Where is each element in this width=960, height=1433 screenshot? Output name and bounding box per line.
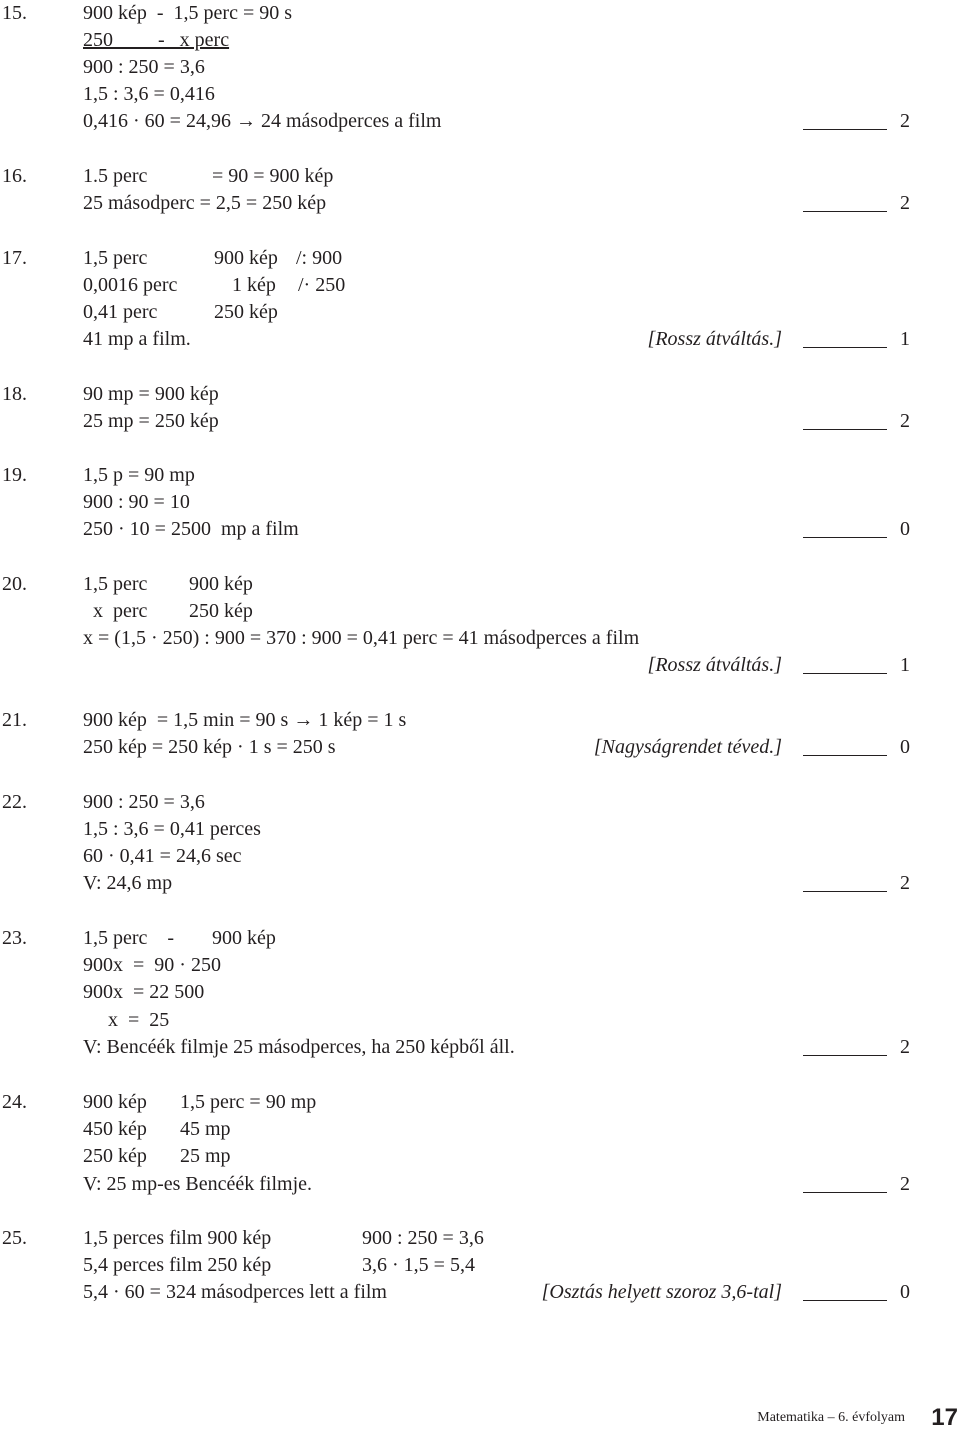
item-number: 21. (2, 709, 27, 731)
item-number: 15. (2, 2, 27, 24)
score-blank (803, 211, 887, 212)
item-line: 900 kép (214, 247, 278, 269)
score-value: 2 (900, 1036, 910, 1058)
score-value: 1 (900, 654, 910, 676)
item-line: 900 : 250 = 3,6 (362, 1227, 484, 1249)
item-number: 23. (2, 927, 27, 949)
score-value: 0 (900, 736, 910, 758)
item-line: 900 kép (83, 1091, 147, 1113)
item-line: 25 másodperc = 2,5 = 250 kép (83, 192, 327, 214)
item-line: 900 : 250 = 3,6 (83, 56, 205, 78)
item-line: 0,416 · 60 = 24,96 → 24 másodperces a film (83, 110, 442, 132)
item-number: 22. (2, 791, 27, 813)
score-blank (803, 129, 887, 130)
item-number: 19. (2, 464, 27, 486)
item-line: 1,5 perc = 90 mp (180, 1091, 317, 1113)
item-line: 1,5 perc - (83, 927, 175, 949)
item-line: 900x = 22 500 (83, 981, 205, 1003)
item-line: /: 900 (296, 247, 343, 269)
item-line: 60 · 0,41 = 24,6 sec (83, 845, 242, 867)
item-line: 900 : 250 = 3,6 (83, 791, 205, 813)
score-blank (803, 1055, 887, 1056)
item-line: 1,5 perc (83, 573, 148, 595)
score-value: 2 (900, 1173, 910, 1195)
item-line: 5,4 perces film 250 kép (83, 1254, 272, 1276)
item-line: 900 kép (189, 573, 253, 595)
item-number: 20. (2, 573, 27, 595)
item-line: = 90 = 900 kép (212, 165, 334, 187)
item-line: 25 mp = 250 kép (83, 410, 219, 432)
item-line: 1,5 : 3,6 = 0,41 perces (83, 818, 261, 840)
item-line: 1.5 perc (83, 165, 148, 187)
item-line: 450 kép (83, 1118, 147, 1140)
item-line: 1,5 perc (83, 247, 148, 269)
item-line: x = 25 (83, 1009, 170, 1031)
item-line: 41 mp a film. (83, 328, 191, 350)
item-line: 25 mp (180, 1145, 231, 1167)
item-number: 18. (2, 383, 27, 405)
item-line: 250 kép (83, 1145, 147, 1167)
item-line: 250 kép (189, 600, 253, 622)
item-line: 250 · 10 = 2500 mp a film (83, 518, 299, 540)
score-blank (803, 429, 887, 430)
score-blank (803, 537, 887, 538)
score-blank (803, 891, 887, 892)
item-line: 250 kép (214, 301, 278, 323)
error-note: [Rossz átváltás.] (647, 328, 782, 350)
item-line: 900 kép = 1,5 min = 90 s → 1 kép = 1 s (83, 709, 407, 731)
item-line: /· 250 (298, 274, 346, 296)
error-note: [Nagyságrendet téved.] (593, 736, 782, 758)
item-line: 900x = 90 · 250 (83, 954, 221, 976)
item-number: 17. (2, 247, 27, 269)
item-line: 0,0016 perc (83, 274, 178, 296)
item-line: V: Bencéék filmje 25 másodperces, ha 250 képből áll. (83, 1036, 515, 1058)
item-line: 3,6 · 1,5 = 5,4 (362, 1254, 475, 1276)
score-value: 0 (900, 518, 910, 540)
item-number: 24. (2, 1091, 27, 1113)
item-line: 5,4 · 60 = 324 másodperces lett a film (83, 1281, 387, 1303)
score-blank (803, 1300, 887, 1301)
score-blank (803, 755, 887, 756)
item-line: 1,5 p = 90 mp (83, 464, 195, 486)
score-value: 2 (900, 872, 910, 894)
score-value: 0 (900, 1281, 910, 1303)
item-line: 250 - x perc (83, 29, 230, 51)
score-value: 1 (900, 328, 910, 350)
score-value: 2 (900, 192, 910, 214)
item-line: V: 24,6 mp (83, 872, 173, 894)
item-line: x perc (83, 600, 148, 622)
item-line: 900 kép - 1,5 perc = 90 s (83, 2, 293, 24)
item-line: 1,5 perces film 900 kép (83, 1227, 272, 1249)
item-line: 0,41 perc (83, 301, 158, 323)
item-number: 16. (2, 165, 27, 187)
item-number: 25. (2, 1227, 27, 1249)
score-blank (803, 1192, 887, 1193)
page-number: 17 (931, 1404, 958, 1431)
item-line: x = (1,5 · 250) : 900 = 370 : 900 = 0,41 perc = 41 másodperces a film (83, 627, 640, 649)
item-line: 45 mp (180, 1118, 231, 1140)
score-blank (803, 347, 887, 348)
error-note: [Rossz átváltás.] (647, 654, 782, 676)
item-line: V: 25 mp-es Bencéék filmje. (83, 1173, 313, 1195)
item-line: 1 kép (232, 274, 276, 296)
score-value: 2 (900, 110, 910, 132)
item-line: 900 kép (212, 927, 276, 949)
score-value: 2 (900, 410, 910, 432)
item-line: 1,5 : 3,6 = 0,416 (83, 83, 215, 105)
error-note: [Osztás helyett szoroz 3,6-tal] (541, 1281, 782, 1303)
score-blank (803, 673, 887, 674)
item-line: 900 : 90 = 10 (83, 491, 190, 513)
item-line: 90 mp = 900 kép (83, 383, 219, 405)
item-line: 250 kép = 250 kép · 1 s = 250 s (83, 736, 336, 758)
footer-subject: Matematika – 6. évfolyam (757, 1410, 905, 1425)
